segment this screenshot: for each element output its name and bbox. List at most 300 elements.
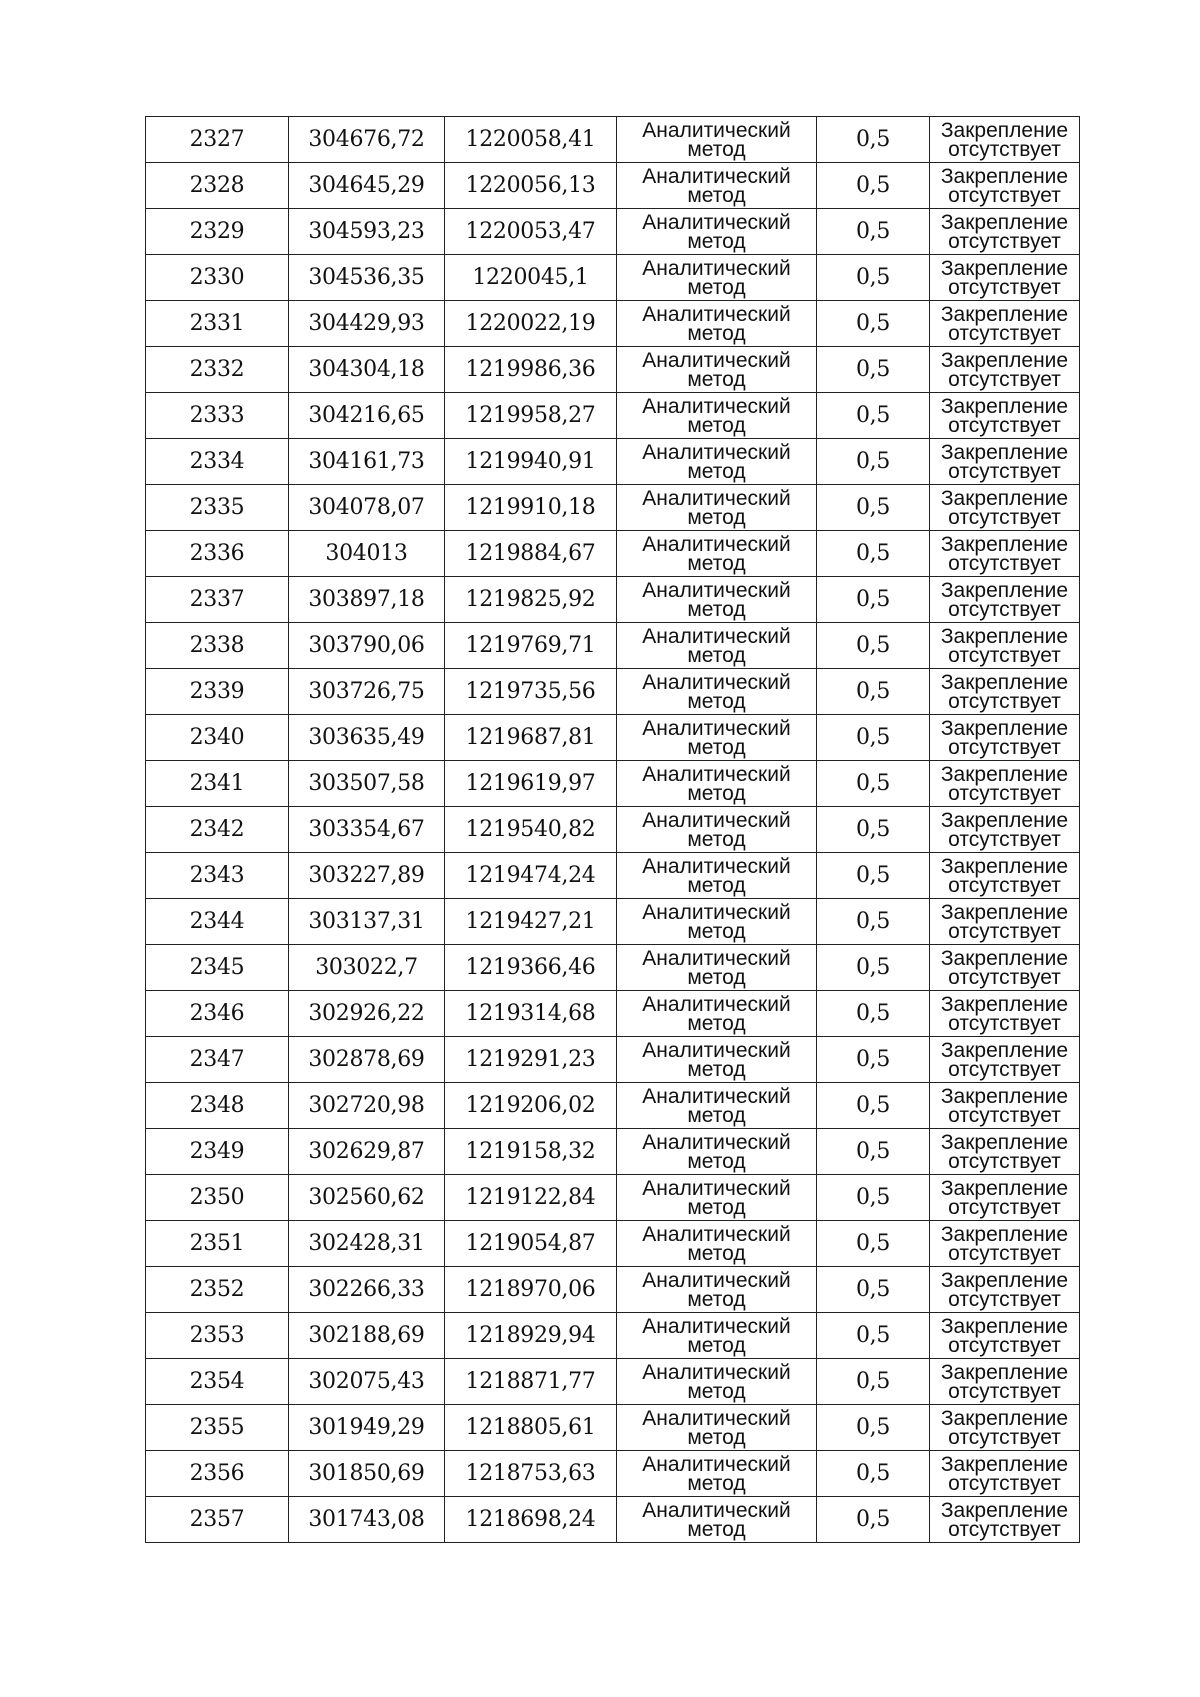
- accuracy-cell: 0,5: [817, 1267, 930, 1313]
- fix-line1: Закрепление: [940, 302, 1069, 326]
- coord-y: 1219825,92: [445, 577, 617, 623]
- table-row: [146, 1221, 1080, 1267]
- accuracy-cell: 0,5: [817, 577, 930, 623]
- table-row: [146, 761, 1080, 807]
- coordinates-table-body: [146, 117, 1080, 1543]
- method-line2: метод: [687, 781, 746, 805]
- table-row: [146, 577, 1080, 623]
- coord-x: 304536,35: [289, 255, 445, 301]
- point-number: 2341: [146, 761, 289, 807]
- accuracy-cell: 0,5: [817, 117, 930, 163]
- method-cell: [617, 255, 817, 301]
- fixation-cell: [930, 1129, 1080, 1175]
- point-number: 2357: [146, 1497, 289, 1543]
- method-line2: метод: [687, 1241, 746, 1265]
- method-line2: метод: [687, 459, 746, 483]
- accuracy-cell: 0,5: [817, 1405, 930, 1451]
- coord-y: 1219910,18: [445, 485, 617, 531]
- fix-line2: отсутствует: [948, 873, 1061, 897]
- point-number: 2347: [146, 1037, 289, 1083]
- method-line2: метод: [687, 321, 746, 345]
- method-cell: [617, 1405, 817, 1451]
- method-line1: Аналитический: [642, 210, 791, 234]
- point-number: 2332: [146, 347, 289, 393]
- coord-y: 1219619,97: [445, 761, 617, 807]
- method-line1: Аналитический: [642, 1038, 791, 1062]
- coord-y: 1220056,13: [445, 163, 617, 209]
- method-line2: метод: [687, 965, 746, 989]
- fix-line1: Закрепление: [940, 670, 1069, 694]
- point-number: 2353: [146, 1313, 289, 1359]
- coordinates-table: [145, 116, 1080, 1543]
- point-number: 2340: [146, 715, 289, 761]
- table-row: [146, 991, 1080, 1037]
- accuracy-cell: 0,5: [817, 1359, 930, 1405]
- method-cell: [617, 439, 817, 485]
- method-line1: Аналитический: [642, 624, 791, 648]
- method-line1: Аналитический: [642, 578, 791, 602]
- method-line2: метод: [687, 551, 746, 575]
- fixation-cell: [930, 117, 1080, 163]
- method-line1: Аналитический: [642, 118, 791, 142]
- point-number: 2331: [146, 301, 289, 347]
- table-row: [146, 531, 1080, 577]
- accuracy-cell: 0,5: [817, 991, 930, 1037]
- method-line2: метод: [687, 367, 746, 391]
- accuracy-cell: 0,5: [817, 1083, 930, 1129]
- method-cell: [617, 807, 817, 853]
- coord-x: 303635,49: [289, 715, 445, 761]
- fix-line1: Закрепление: [940, 486, 1069, 510]
- fix-line2: отсутствует: [948, 1425, 1061, 1449]
- coord-y: 1219884,67: [445, 531, 617, 577]
- fix-line1: Закрепление: [940, 716, 1069, 740]
- coord-x: 302629,87: [289, 1129, 445, 1175]
- table-row: [146, 1037, 1080, 1083]
- method-line2: метод: [687, 873, 746, 897]
- method-line1: Аналитический: [642, 992, 791, 1016]
- fixation-cell: [930, 531, 1080, 577]
- fix-line2: отсутствует: [948, 965, 1061, 989]
- method-cell: [617, 163, 817, 209]
- table-row: [146, 945, 1080, 991]
- table-row: [146, 485, 1080, 531]
- point-number: 2336: [146, 531, 289, 577]
- fix-line2: отсутствует: [948, 459, 1061, 483]
- fix-line2: отсутствует: [948, 735, 1061, 759]
- fix-line1: Закрепление: [940, 808, 1069, 832]
- fixation-cell: [930, 623, 1080, 669]
- fix-line1: Закрепление: [940, 1268, 1069, 1292]
- coord-y: 1220045,1: [445, 255, 617, 301]
- table-row: [146, 209, 1080, 255]
- method-line1: Аналитический: [642, 946, 791, 970]
- coord-y: 1220022,19: [445, 301, 617, 347]
- accuracy-cell: 0,5: [817, 1175, 930, 1221]
- table-row: [146, 715, 1080, 761]
- table-row: [146, 1129, 1080, 1175]
- method-line1: Аналитический: [642, 440, 791, 464]
- fix-line2: отсутствует: [948, 367, 1061, 391]
- point-number: 2327: [146, 117, 289, 163]
- fixation-cell: [930, 669, 1080, 715]
- fixation-cell: [930, 1083, 1080, 1129]
- point-number: 2328: [146, 163, 289, 209]
- method-line1: Аналитический: [642, 1406, 791, 1430]
- accuracy-cell: 0,5: [817, 209, 930, 255]
- fixation-cell: [930, 807, 1080, 853]
- method-line1: Аналитический: [642, 808, 791, 832]
- fix-line2: отсутствует: [948, 1057, 1061, 1081]
- coord-x: 302188,69: [289, 1313, 445, 1359]
- fixation-cell: [930, 1267, 1080, 1313]
- fix-line1: Закрепление: [940, 900, 1069, 924]
- coord-y: 1219769,71: [445, 623, 617, 669]
- table-row: [146, 163, 1080, 209]
- accuracy-cell: 0,5: [817, 669, 930, 715]
- accuracy-cell: 0,5: [817, 255, 930, 301]
- method-line1: Аналитический: [642, 394, 791, 418]
- fixation-cell: [930, 1497, 1080, 1543]
- fix-line2: отсутствует: [948, 413, 1061, 437]
- fixation-cell: [930, 715, 1080, 761]
- method-cell: [617, 1451, 817, 1497]
- coord-y: 1218805,61: [445, 1405, 617, 1451]
- method-line1: Аналитический: [642, 256, 791, 280]
- fix-line1: Закрепление: [940, 532, 1069, 556]
- coord-y: 1219314,68: [445, 991, 617, 1037]
- method-line2: метод: [687, 1149, 746, 1173]
- accuracy-cell: 0,5: [817, 761, 930, 807]
- method-line1: Аналитический: [642, 486, 791, 510]
- point-number: 2342: [146, 807, 289, 853]
- method-line2: метод: [687, 1425, 746, 1449]
- fix-line2: отсутствует: [948, 1241, 1061, 1265]
- table-row: [146, 347, 1080, 393]
- method-line2: метод: [687, 1011, 746, 1035]
- coord-y: 1219122,84: [445, 1175, 617, 1221]
- fix-line2: отсутствует: [948, 551, 1061, 575]
- coord-x: 304013: [289, 531, 445, 577]
- fix-line2: отсутствует: [948, 597, 1061, 621]
- method-cell: [617, 531, 817, 577]
- coord-y: 1219054,87: [445, 1221, 617, 1267]
- fixation-cell: [930, 991, 1080, 1037]
- table-row: [146, 853, 1080, 899]
- method-line2: метод: [687, 505, 746, 529]
- coord-y: 1219940,91: [445, 439, 617, 485]
- point-number: 2330: [146, 255, 289, 301]
- fixation-cell: [930, 1175, 1080, 1221]
- method-cell: [617, 761, 817, 807]
- fix-line1: Закрепление: [940, 348, 1069, 372]
- fixation-cell: [930, 1037, 1080, 1083]
- method-line2: метод: [687, 1195, 746, 1219]
- method-cell: [617, 1313, 817, 1359]
- coord-x: 301743,08: [289, 1497, 445, 1543]
- table-row: [146, 1359, 1080, 1405]
- fix-line2: отсутствует: [948, 1379, 1061, 1403]
- accuracy-cell: 0,5: [817, 393, 930, 439]
- fix-line2: отсутствует: [948, 505, 1061, 529]
- table-row: [146, 1175, 1080, 1221]
- coord-x: 302266,33: [289, 1267, 445, 1313]
- fix-line1: Закрепление: [940, 1498, 1069, 1522]
- coord-x: 303790,06: [289, 623, 445, 669]
- fix-line1: Закрепление: [940, 1314, 1069, 1338]
- fix-line2: отсутствует: [948, 275, 1061, 299]
- table-row: [146, 899, 1080, 945]
- point-number: 2354: [146, 1359, 289, 1405]
- fixation-cell: [930, 255, 1080, 301]
- fix-line1: Закрепление: [940, 1084, 1069, 1108]
- fixation-cell: [930, 163, 1080, 209]
- fixation-cell: [930, 899, 1080, 945]
- point-number: 2346: [146, 991, 289, 1037]
- point-number: 2338: [146, 623, 289, 669]
- method-cell: [617, 209, 817, 255]
- coord-x: 302428,31: [289, 1221, 445, 1267]
- method-cell: [617, 1267, 817, 1313]
- fix-line1: Закрепление: [940, 440, 1069, 464]
- method-cell: [617, 991, 817, 1037]
- coord-y: 1219291,23: [445, 1037, 617, 1083]
- fix-line1: Закрепление: [940, 1222, 1069, 1246]
- method-line2: метод: [687, 1471, 746, 1495]
- table-row: [146, 393, 1080, 439]
- fix-line2: отсутствует: [948, 1471, 1061, 1495]
- coord-y: 1219158,32: [445, 1129, 617, 1175]
- coord-x: 303022,7: [289, 945, 445, 991]
- point-number: 2350: [146, 1175, 289, 1221]
- fixation-cell: [930, 1359, 1080, 1405]
- point-number: 2345: [146, 945, 289, 991]
- method-line1: Аналитический: [642, 164, 791, 188]
- fix-line2: отсутствует: [948, 1103, 1061, 1127]
- method-line1: Аналитический: [642, 1498, 791, 1522]
- fixation-cell: [930, 209, 1080, 255]
- method-cell: [617, 669, 817, 715]
- method-cell: [617, 1037, 817, 1083]
- method-line2: метод: [687, 183, 746, 207]
- coord-y: 1219427,21: [445, 899, 617, 945]
- method-line2: метод: [687, 735, 746, 759]
- point-number: 2343: [146, 853, 289, 899]
- table-row: [146, 1405, 1080, 1451]
- coord-y: 1219474,24: [445, 853, 617, 899]
- fix-line2: отсутствует: [948, 643, 1061, 667]
- method-line1: Аналитический: [642, 1130, 791, 1154]
- fixation-cell: [930, 1451, 1080, 1497]
- method-line1: Аналитический: [642, 532, 791, 556]
- fixation-cell: [930, 945, 1080, 991]
- fixation-cell: [930, 301, 1080, 347]
- coord-x: 304161,73: [289, 439, 445, 485]
- point-number: 2349: [146, 1129, 289, 1175]
- coord-x: 303227,89: [289, 853, 445, 899]
- method-line1: Аналитический: [642, 1222, 791, 1246]
- table-row: [146, 1497, 1080, 1543]
- coord-x: 304216,65: [289, 393, 445, 439]
- fix-line1: Закрепление: [940, 1130, 1069, 1154]
- fix-line1: Закрепление: [940, 1406, 1069, 1430]
- method-line1: Аналитический: [642, 900, 791, 924]
- fixation-cell: [930, 393, 1080, 439]
- coord-x: 304645,29: [289, 163, 445, 209]
- fix-line2: отсутствует: [948, 781, 1061, 805]
- point-number: 2339: [146, 669, 289, 715]
- coord-x: 304593,23: [289, 209, 445, 255]
- method-cell: [617, 1175, 817, 1221]
- table-row: [146, 623, 1080, 669]
- method-line1: Аналитический: [642, 1360, 791, 1384]
- coord-x: 301850,69: [289, 1451, 445, 1497]
- fix-line2: отсутствует: [948, 919, 1061, 943]
- fixation-cell: [930, 1313, 1080, 1359]
- point-number: 2333: [146, 393, 289, 439]
- table-row: [146, 439, 1080, 485]
- fix-line2: отсутствует: [948, 827, 1061, 851]
- method-cell: [617, 485, 817, 531]
- fix-line1: Закрепление: [940, 992, 1069, 1016]
- accuracy-cell: 0,5: [817, 1129, 930, 1175]
- accuracy-cell: 0,5: [817, 1497, 930, 1543]
- method-line2: метод: [687, 689, 746, 713]
- fix-line1: Закрепление: [940, 256, 1069, 280]
- method-cell: [617, 715, 817, 761]
- method-cell: [617, 1359, 817, 1405]
- coord-y: 1218929,94: [445, 1313, 617, 1359]
- fix-line1: Закрепление: [940, 1176, 1069, 1200]
- point-number: 2355: [146, 1405, 289, 1451]
- coord-y: 1220058,41: [445, 117, 617, 163]
- coord-y: 1219986,36: [445, 347, 617, 393]
- method-line1: Аналитический: [642, 348, 791, 372]
- table-row: [146, 807, 1080, 853]
- method-line1: Аналитический: [642, 1314, 791, 1338]
- point-number: 2334: [146, 439, 289, 485]
- fixation-cell: [930, 761, 1080, 807]
- method-cell: [617, 1497, 817, 1543]
- fix-line1: Закрепление: [940, 1038, 1069, 1062]
- table-row: [146, 1083, 1080, 1129]
- table-row: [146, 669, 1080, 715]
- coord-x: 302075,43: [289, 1359, 445, 1405]
- table-row: [146, 1451, 1080, 1497]
- fix-line1: Закрепление: [940, 394, 1069, 418]
- coord-x: 302926,22: [289, 991, 445, 1037]
- accuracy-cell: 0,5: [817, 1451, 930, 1497]
- coord-y: 1219540,82: [445, 807, 617, 853]
- method-line2: метод: [687, 1379, 746, 1403]
- coord-y: 1219206,02: [445, 1083, 617, 1129]
- method-line2: метод: [687, 597, 746, 621]
- fix-line2: отсутствует: [948, 1287, 1061, 1311]
- table-row: [146, 117, 1080, 163]
- coord-y: 1219687,81: [445, 715, 617, 761]
- accuracy-cell: 0,5: [817, 853, 930, 899]
- fixation-cell: [930, 577, 1080, 623]
- method-cell: [617, 945, 817, 991]
- method-line2: метод: [687, 1287, 746, 1311]
- coord-y: 1219735,56: [445, 669, 617, 715]
- fixation-cell: [930, 485, 1080, 531]
- table-row: [146, 1313, 1080, 1359]
- coord-x: 304676,72: [289, 117, 445, 163]
- method-line2: метод: [687, 1333, 746, 1357]
- table-row: [146, 255, 1080, 301]
- method-cell: [617, 1221, 817, 1267]
- fix-line2: отсутствует: [948, 1011, 1061, 1035]
- fix-line2: отсутствует: [948, 689, 1061, 713]
- method-line1: Аналитический: [642, 302, 791, 326]
- method-line2: метод: [687, 1517, 746, 1541]
- accuracy-cell: 0,5: [817, 1037, 930, 1083]
- accuracy-cell: 0,5: [817, 899, 930, 945]
- method-line1: Аналитический: [642, 716, 791, 740]
- accuracy-cell: 0,5: [817, 163, 930, 209]
- fix-line2: отсутствует: [948, 229, 1061, 253]
- method-cell: [617, 853, 817, 899]
- coord-x: 304429,93: [289, 301, 445, 347]
- accuracy-cell: 0,5: [817, 531, 930, 577]
- accuracy-cell: 0,5: [817, 439, 930, 485]
- coord-x: 303897,18: [289, 577, 445, 623]
- fix-line2: отсутствует: [948, 183, 1061, 207]
- point-number: 2344: [146, 899, 289, 945]
- fix-line1: Закрепление: [940, 946, 1069, 970]
- fix-line1: Закрепление: [940, 1360, 1069, 1384]
- method-line1: Аналитический: [642, 1176, 791, 1200]
- method-cell: [617, 1129, 817, 1175]
- accuracy-cell: 0,5: [817, 1221, 930, 1267]
- fixation-cell: [930, 853, 1080, 899]
- coord-x: 304304,18: [289, 347, 445, 393]
- coord-x: 303137,31: [289, 899, 445, 945]
- method-line2: метод: [687, 827, 746, 851]
- point-number: 2356: [146, 1451, 289, 1497]
- coord-x: 303354,67: [289, 807, 445, 853]
- fixation-cell: [930, 439, 1080, 485]
- fixation-cell: [930, 347, 1080, 393]
- fixation-cell: [930, 1405, 1080, 1451]
- point-number: 2352: [146, 1267, 289, 1313]
- coord-x: 303726,75: [289, 669, 445, 715]
- method-line1: Аналитический: [642, 1268, 791, 1292]
- fix-line1: Закрепление: [940, 854, 1069, 878]
- method-line1: Аналитический: [642, 1452, 791, 1476]
- method-line1: Аналитический: [642, 762, 791, 786]
- method-line2: метод: [687, 137, 746, 161]
- accuracy-cell: 0,5: [817, 807, 930, 853]
- fix-line2: отсутствует: [948, 1195, 1061, 1219]
- fix-line2: отсутствует: [948, 137, 1061, 161]
- method-line2: метод: [687, 643, 746, 667]
- fix-line1: Закрепление: [940, 762, 1069, 786]
- method-line2: метод: [687, 919, 746, 943]
- method-line1: Аналитический: [642, 670, 791, 694]
- coord-x: 301949,29: [289, 1405, 445, 1451]
- fix-line2: отсутствует: [948, 1517, 1061, 1541]
- accuracy-cell: 0,5: [817, 347, 930, 393]
- table-row: [146, 301, 1080, 347]
- coord-x: 302560,62: [289, 1175, 445, 1221]
- method-cell: [617, 393, 817, 439]
- fixation-cell: [930, 1221, 1080, 1267]
- fix-line2: отсутствует: [948, 321, 1061, 345]
- point-number: 2335: [146, 485, 289, 531]
- coord-y: 1219958,27: [445, 393, 617, 439]
